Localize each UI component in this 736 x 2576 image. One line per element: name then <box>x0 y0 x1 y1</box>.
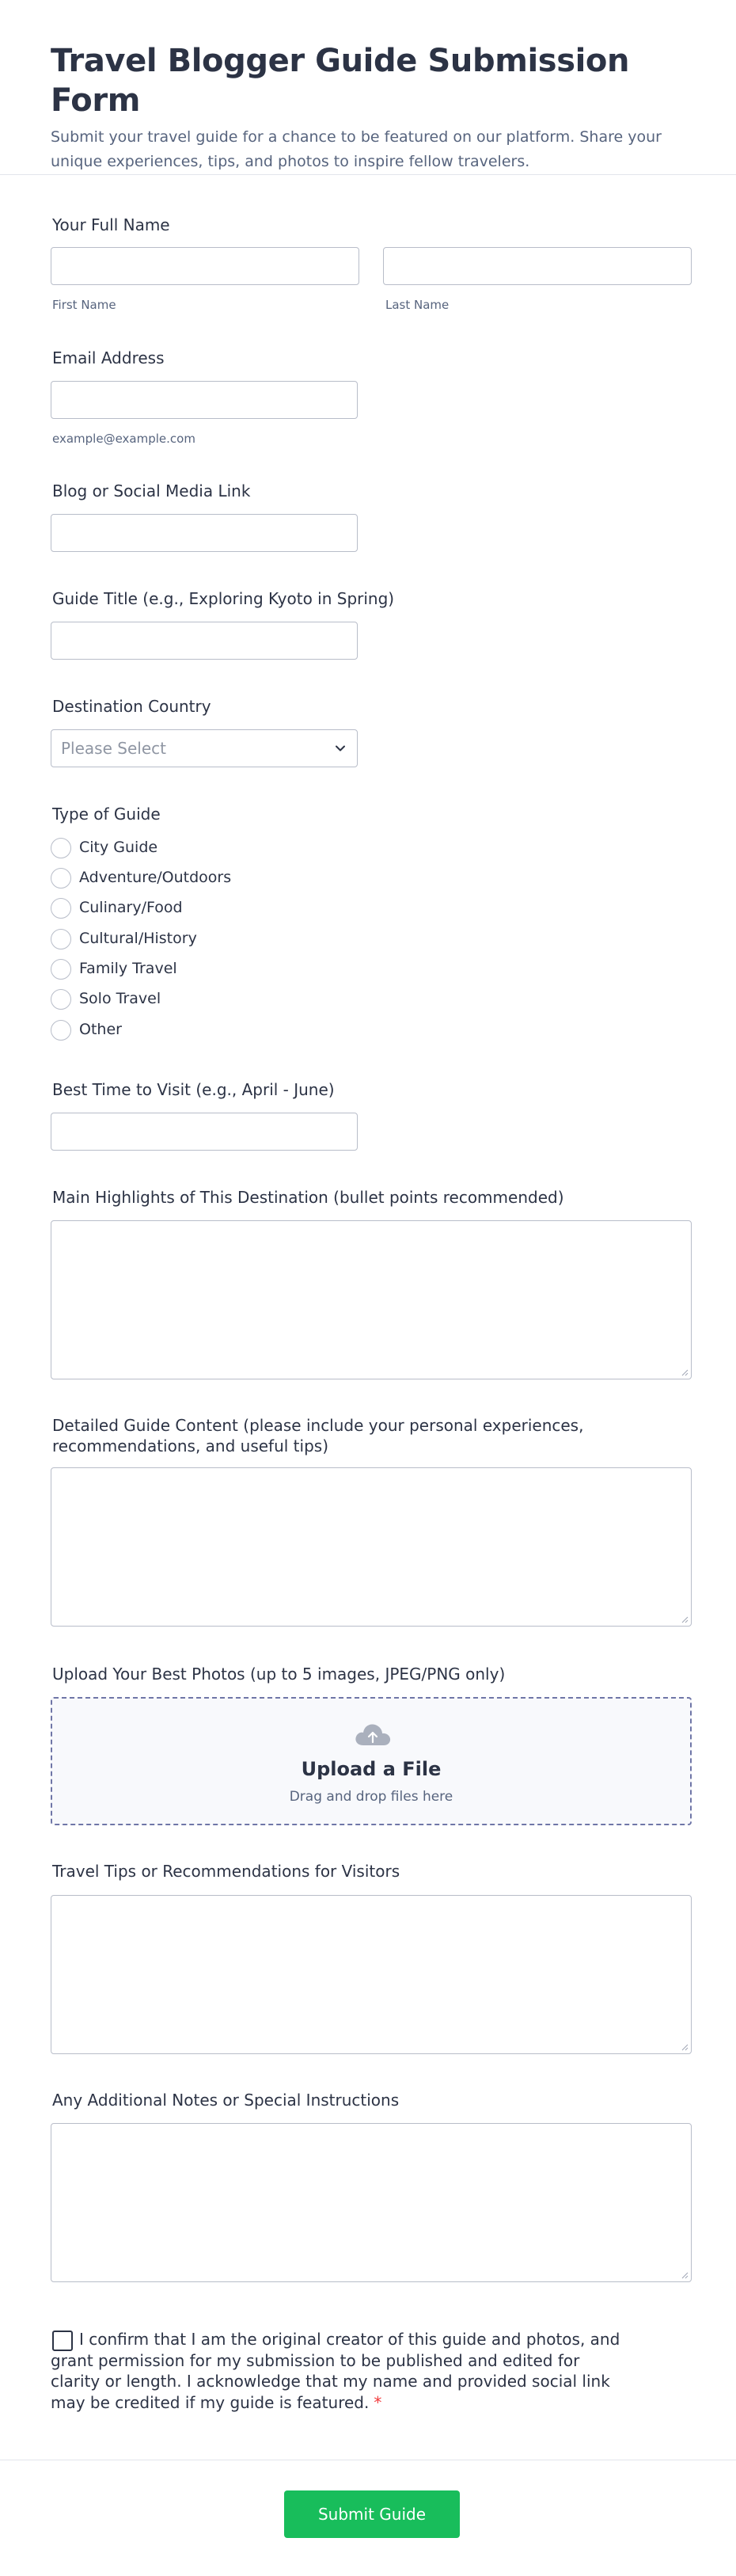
radio-button[interactable] <box>51 1020 71 1041</box>
first-name-sublabel: First Name <box>52 298 116 312</box>
last-name-sublabel: Last Name <box>385 298 450 312</box>
consent-text-block <box>51 2329 620 2413</box>
full-name-label: Your Full Name <box>52 215 170 234</box>
guide-title-label: Guide Title (e.g., Exploring Kyoto in Spring) <box>52 589 395 608</box>
consent-text: I confirm that I am the original creator of this guide and photos, and grant permission for my submission to be published and edited for clarity or length. I acknowledge that my name and provided social link may be credited if my guide is featured. <box>51 2330 620 2412</box>
content-label: Detailed Guide Content (please include your personal experiences, recommendations, and useful tips) <box>52 1416 584 1455</box>
form-title: Travel Blogger Guide Submission Form <box>51 43 630 119</box>
form-header <box>0 0 736 175</box>
required-mark: * <box>374 2392 382 2412</box>
destination-label: Destination Country <box>52 697 211 716</box>
guide-title-input[interactable] <box>51 622 358 660</box>
guide-type-label: Type of Guide <box>52 805 161 824</box>
tips-textarea[interactable] <box>51 1895 692 2054</box>
radio-label: Adventure/Outdoors <box>79 869 232 886</box>
photos-label: Upload Your Best Photos (up to 5 images, JPEG/PNG only) <box>52 1665 506 1684</box>
submit-button[interactable]: Submit Guide <box>284 2490 460 2538</box>
best-time-input[interactable] <box>51 1113 358 1151</box>
radio-button[interactable] <box>51 929 71 949</box>
radio-button[interactable] <box>51 868 71 888</box>
first-name-input[interactable] <box>51 247 359 285</box>
best-time-label: Best Time to Visit (e.g., April - June) <box>52 1080 335 1099</box>
resize-handle-icon[interactable] <box>681 2043 689 2051</box>
email-sublabel: example@example.com <box>52 432 195 446</box>
blog-link-input[interactable] <box>51 514 358 552</box>
radio-button[interactable] <box>51 838 71 858</box>
radio-label: Culinary/Food <box>79 899 183 916</box>
radio-label: City Guide <box>79 839 158 856</box>
upload-title: Upload a File <box>301 1758 442 1780</box>
radio-label: Cultural/History <box>79 930 197 947</box>
resize-handle-icon[interactable] <box>681 1368 689 1376</box>
radio-label: Family Travel <box>79 960 177 977</box>
email-input[interactable] <box>51 381 358 419</box>
tips-label: Travel Tips or Recommendations for Visitors <box>52 1862 400 1881</box>
destination-select[interactable] <box>51 729 358 767</box>
form-subtitle: Submit your travel guide for a chance to be featured on our platform. Share your unique experiences, tips, and photos to inspire fellow travelers. <box>51 128 662 170</box>
cloud-upload-icon <box>353 1719 393 1751</box>
notes-label: Any Additional Notes or Special Instructions <box>52 2091 400 2110</box>
highlights-textarea[interactable] <box>51 1220 692 1379</box>
email-label: Email Address <box>52 348 165 367</box>
resize-handle-icon[interactable] <box>681 2271 689 2279</box>
last-name-input[interactable] <box>383 247 692 285</box>
radio-button[interactable] <box>51 898 71 919</box>
resize-handle-icon[interactable] <box>681 1615 689 1623</box>
notes-textarea[interactable] <box>51 2123 692 2282</box>
radio-button[interactable] <box>51 959 71 980</box>
content-textarea[interactable] <box>51 1467 692 1627</box>
blog-link-label: Blog or Social Media Link <box>52 481 251 500</box>
highlights-label: Main Highlights of This Destination (bullet points recommended) <box>52 1188 564 1207</box>
file-upload-dropzone[interactable] <box>51 1697 692 1825</box>
radio-label: Other <box>79 1021 122 1038</box>
radio-button[interactable] <box>51 989 71 1010</box>
upload-subtitle: Drag and drop files here <box>289 1789 453 1805</box>
chevron-down-icon <box>333 741 347 755</box>
radio-label: Solo Travel <box>79 990 161 1007</box>
destination-selected: Please Select <box>61 739 166 758</box>
